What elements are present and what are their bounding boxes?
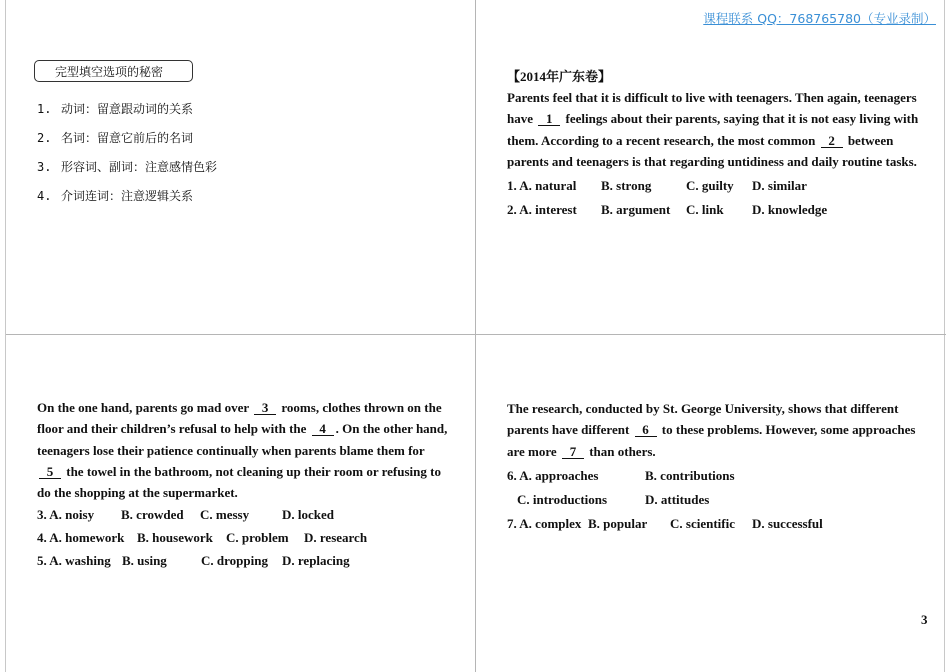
option-row: 3. A. noisy B. crowded C. messy D. locked — [37, 507, 334, 522]
passage-paragraph-2: On the one hand, parents go mad over 3 rooms, clothes thrown on the floor and their children’s refusal to help with the 4 . On the other hand, teenagers lose their patience continually when parents blame them for 5 the towel in the bathroom, not cleaning up their room or refusing to do the shopping at the supermarket. — [37, 400, 448, 501]
blank-6: 6 — [635, 424, 657, 437]
blank-2: 2 — [821, 135, 843, 148]
list-item: 3. 形容词、副词：注意感情色彩 — [37, 160, 218, 174]
page-edge-right — [944, 0, 945, 672]
contact-link[interactable]: 课程联系 QQ：768765780（专业录制） — [703, 11, 936, 26]
options-6-7 — [507, 468, 927, 539]
tips-list — [37, 100, 217, 216]
option-row: 7. A. complex B. popular C. scientific D. successful — [507, 516, 823, 531]
options-1-2 — [507, 178, 927, 225]
passage-paragraph-1: Parents feel that it is difficult to live with teenagers. Then again, teenagers have 1 feelings about their parents, saying that it is not easy living with them. According to a recent research, the most common 2 between parents and teenagers is that regarding untidiness and daily routine tasks. — [507, 90, 919, 169]
list-item: 2. 名词：留意它前后的名词 — [37, 131, 194, 145]
blank-1: 1 — [538, 113, 560, 126]
list-item: 1. 动词：留意跟动词的关系 — [37, 102, 194, 116]
slide-divider-vertical — [475, 0, 476, 672]
option-row: 2. A. interest B. argument C. link D. knowledge — [507, 202, 828, 217]
slide-divider-horizontal — [6, 334, 946, 335]
option-row: 5. A. washing B. using C. dropping D. replacing — [37, 553, 350, 568]
option-row: C. introductions D. attitudes — [517, 492, 710, 507]
page-number: 3 — [921, 612, 928, 627]
passage-paragraph-3: The research, conducted by St. George University, shows that different parents have different 6 to these problems. However, some approaches are more 7 than others. — [507, 401, 916, 459]
option-row: 1. A. natural B. strong C. guilty D. similar — [507, 178, 807, 193]
secret-title-box: 完型填空选项的秘密 — [34, 60, 193, 82]
option-row: 6. A. approaches B. contributions — [507, 468, 735, 483]
blank-5: 5 — [39, 466, 61, 479]
blank-3: 3 — [254, 402, 276, 415]
blank-7: 7 — [562, 446, 584, 459]
blank-4: 4 — [312, 423, 334, 436]
page-edge-left — [5, 0, 6, 672]
exam-source-title: 【2014年广东卷】 — [507, 69, 612, 84]
option-row: 4. A. homework B. housework C. problem D. research — [37, 530, 368, 545]
list-item: 4. 介词连词：注意逻辑关系 — [37, 189, 194, 203]
options-3-5 — [37, 507, 457, 576]
